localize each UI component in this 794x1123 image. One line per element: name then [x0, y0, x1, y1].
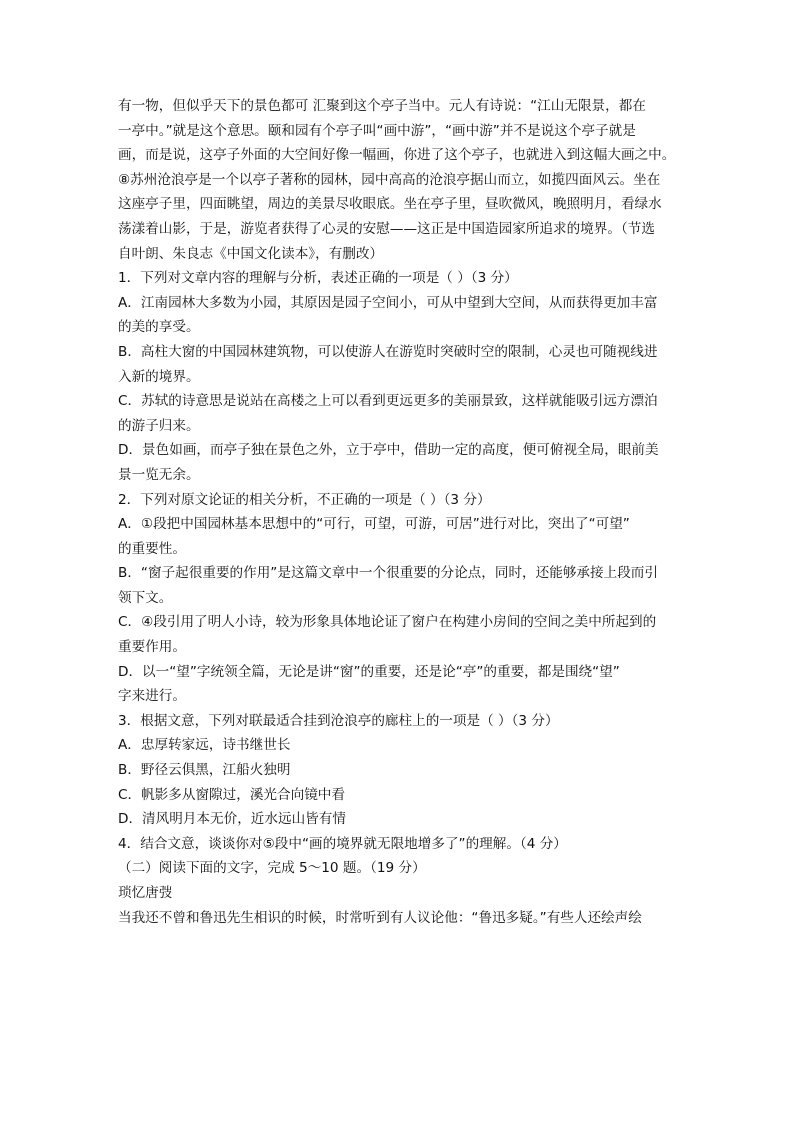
- question-4: 4．结合文意，谈谈你对⑤段中“画的境界就无限地增多了”的理解。（4 分）: [118, 835, 567, 852]
- option-line: A．忠厚转家远，诗书继世长: [118, 737, 291, 754]
- option-line: B．“窗子起很重要的作用”是这篇文章中一个很重要的分论点，同时，还能够承接上段而引: [118, 565, 658, 582]
- option-line: C．帆影多从窗隙过，溪光合向镜中看: [118, 786, 345, 803]
- option-line: B．野径云俱黑，江船火独明: [118, 762, 291, 779]
- option-line: A．江南园林大多数为小园，其原因是园子空间小，可从中望到大空间，从而获得更加丰富: [118, 294, 658, 311]
- option-line: 领下文。: [118, 589, 173, 606]
- section-heading: （二）阅读下面的文字，完成 5～10 题。（19 分）: [118, 860, 426, 877]
- question-2: 2．下列对原文论证的相关分析，不正确的一项是（ ）（3 分）: [118, 491, 491, 508]
- option-line: 景一览无余。: [118, 466, 200, 483]
- option-line: 入新的境界。: [118, 368, 200, 385]
- option-line: D．景色如画，而亭子独在景色之外，立于亭中，借助一定的高度，便可俯视全局，眼前美: [118, 442, 659, 459]
- option-line: 的美的享受。: [118, 319, 200, 336]
- option-line: 的游子归来。: [118, 417, 200, 434]
- option-line: B．高柱大窗的中国园林建筑物，可以使游人在游览时突破时空的限制，心灵也可随视线进: [118, 343, 658, 360]
- question-1: 1．下列对文章内容的理解与分析，表述正确的一项是（ ）（3 分）: [118, 270, 518, 287]
- document-body: [118, 94, 678, 930]
- text-line: ⑧苏州沧浪亭是一个以亭子著称的园林，园中高高的沧浪亭据山而立，如揽四面风云。坐在: [118, 171, 661, 188]
- article-title: 琐忆唐弢: [118, 885, 173, 901]
- text-line: 一亭中。”就是这个意思。颐和园有个亭子叫“画中游”，“画中游”并不是说这个亭子就是: [118, 122, 636, 139]
- option-line: 的重要性。: [118, 540, 186, 557]
- option-line: A．①段把中国园林基本思想中的“可行，可望，可游，可居”进行对比，突出了“可望”: [118, 516, 630, 533]
- option-line: 重要作用。: [118, 639, 186, 656]
- question-3: 3．根据文意，下列对联最适合挂到沧浪亭的廊柱上的一项是（ ）（3 分）: [118, 712, 559, 729]
- option-line: C．④段引用了明人小诗，较为形象具体地论证了窗户在构建小房间的空间之美中所起到的: [118, 614, 657, 631]
- option-line: D．以一“望”字统领全篇，无论是讲“窗”的重要，还是论“亭”的重要，都是围绕“望”: [118, 663, 620, 680]
- text-line: 这座亭子里，四面眺望，周边的美景尽收眼底。坐在亭子里，昼吹微风，晚照明月，看绿水: [118, 196, 662, 213]
- text-line: 有一物，但似乎天下的景色都可 汇聚到这个亭子当中。元人有诗说：“江山无限景，都在: [118, 98, 646, 114]
- text-line: 荡漾着山影，于是，游览者获得了心灵的安慰——这正是中国造园家所追求的境界。（节选: [118, 220, 655, 237]
- option-line: C．苏轼的诗意思是说站在高楼之上可以看到更远更多的美丽景致，这样就能吸引远方漂泊: [118, 393, 658, 410]
- text-line: 当我还不曾和鲁迅先生相识的时候，时常听到有人议论他：“鲁迅多疑。”有些人还绘声绘: [118, 909, 642, 926]
- option-line: 字来进行。: [118, 688, 186, 705]
- text-line: 画，而是说，这亭子外面的大空间好像一幅画，你进了这个亭子，也就进入到这幅大画之中。: [118, 147, 676, 164]
- option-line: D．清风明月本无价，近水远山皆有情: [118, 811, 346, 828]
- text-line: 自叶朗、朱良志《中国文化读本》，有删改）: [118, 245, 384, 262]
